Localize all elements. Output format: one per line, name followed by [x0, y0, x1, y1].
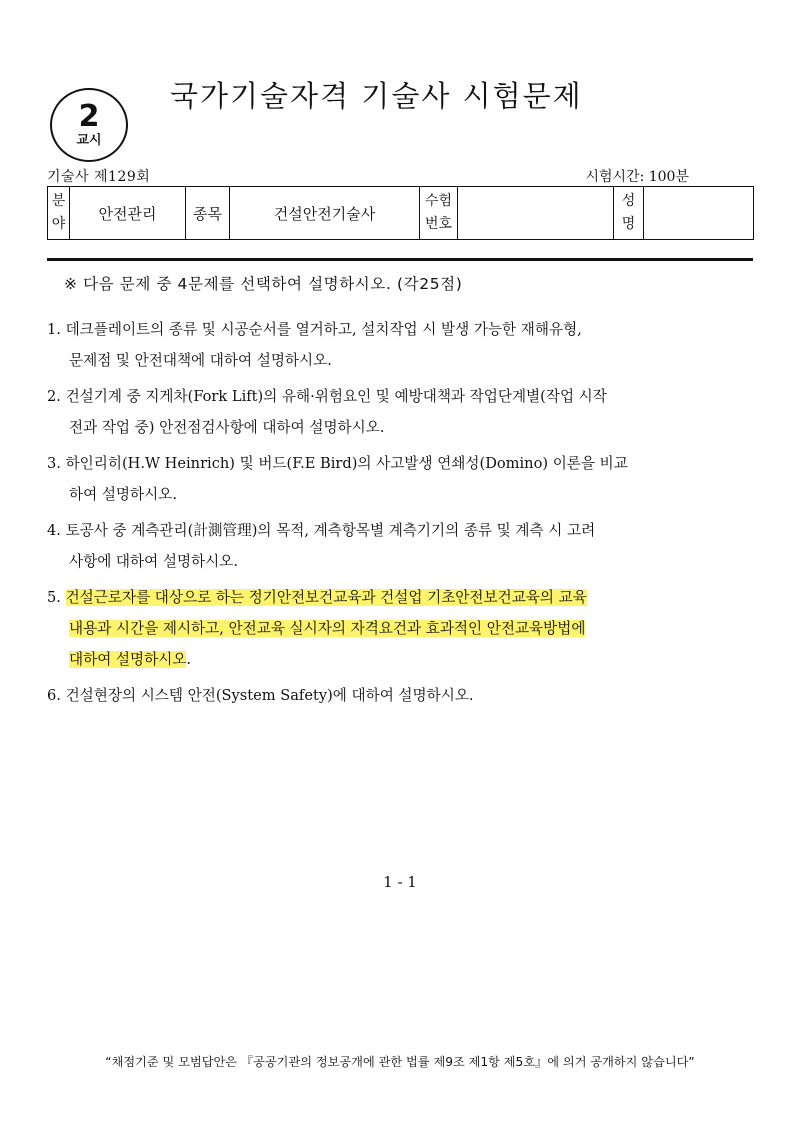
name-label: 성 명 [614, 187, 644, 240]
instruction-text: ※ 다음 문제 중 4문제를 선택하여 설명하시오. (각25점) [64, 275, 463, 293]
exam-info-line [47, 166, 753, 186]
page-title: 국가기술자격 기술사 시험문제 [170, 79, 583, 113]
highlighted-text: 건설근로자를 대상으로 하는 정기안전보건교육과 건설업 기초안전보건교육의 교육 [65, 589, 587, 606]
exam-number-field[interactable] [458, 187, 614, 240]
highlighted-text: 내용과 시간을 제시하고, 안전교육 실시자의 자격요건과 효과적인 안전교육방법에 [69, 620, 586, 637]
page-number: 1 - 1 [383, 873, 417, 891]
question-item: 6. 건설현장의 시스템 안전(System Safety)에 대하여 설명하시오. [47, 687, 474, 704]
highlighted-text: 대하여 설명하시오 [69, 651, 187, 668]
exam-round: 기술사 제129회 [47, 169, 151, 185]
question-item-highlighted: 5. 건설근로자를 대상으로 하는 정기안전보건교육과 건설업 기초안전보건교육의 교육 내용과 시간을 제시하고, 안전교육 실시자의 자격요건과 효과적인 안전교육방법에 대하여 설명하시오. [47, 589, 587, 668]
exam-time: 시험시간: 100분 [585, 169, 689, 185]
session-number: 2 [78, 99, 100, 134]
field-label: 분 야 [48, 187, 70, 240]
question-item: 2. 건설기계 중 지게차(Fork Lift)의 유해·위험요인 및 예방대책과 작업단계별(작업 시작 전과 작업 중) 안전점검사항에 대하여 설명하시오. [47, 388, 607, 436]
exam-number-label: 수험 번호 [420, 187, 458, 240]
field-value: 안전관리 [70, 187, 186, 240]
exam-info-table [47, 186, 754, 240]
question-item: 3. 하인리히(H.W Heinrich) 및 버드(F.E Bird)의 사고발생 연쇄성(Domino) 이론을 비교 하여 설명하시오. [47, 455, 628, 503]
footer-notice: “채점기준 및 모범답안은 『공공기관의 정보공개에 관한 법률 제9조 제1항 제5호』에 의거 공개하지 않습니다” [105, 1055, 695, 1069]
session-badge [50, 88, 128, 162]
question-item: 1. 데크플레이트의 종류 및 시공순서를 열거하고, 설치작업 시 발생 가능한 재해유형, 문제점 및 안전대책에 대하여 설명하시오. [47, 321, 582, 369]
question-item: 4. 토공사 중 계측관리(計測管理)의 목적, 계측항목별 계측기기의 종류 및 계측 시 고려 사항에 대하여 설명하시오. [47, 522, 596, 570]
category-label: 종목 [186, 187, 230, 240]
section-divider [47, 258, 753, 261]
category-value: 건설안전기술사 [230, 187, 420, 240]
session-label: 교시 [76, 133, 102, 148]
name-field[interactable] [644, 187, 754, 240]
